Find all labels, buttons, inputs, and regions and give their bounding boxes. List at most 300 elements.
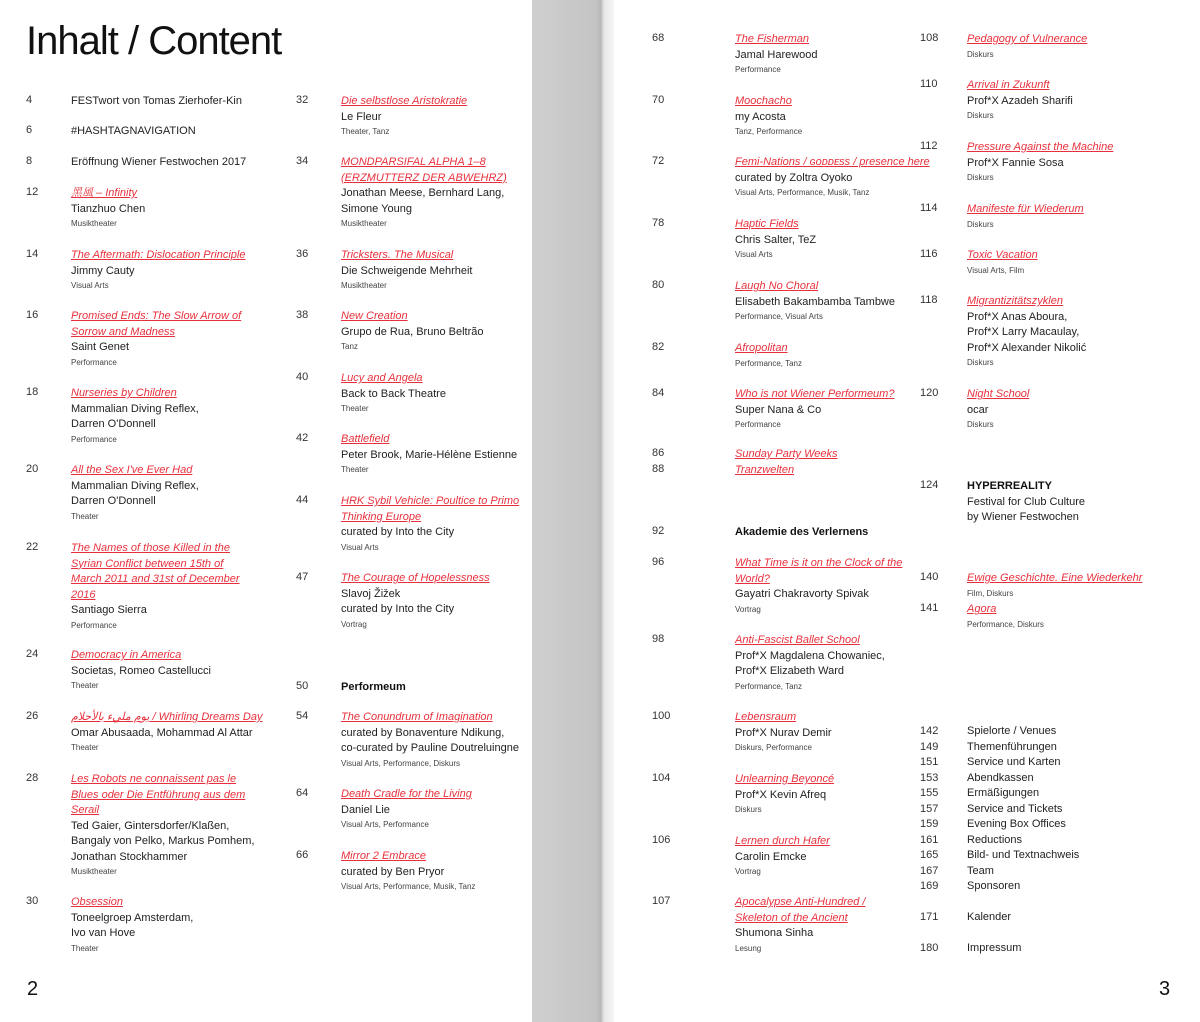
entry-credits-line: Bangaly von Pelko, Markus Pomhem, bbox=[71, 835, 255, 847]
entry-title bbox=[967, 294, 1086, 310]
entry-category: Diskurs, Performance bbox=[735, 743, 812, 752]
entry-body bbox=[735, 94, 802, 138]
appendix-label: Abendkassen bbox=[967, 771, 1034, 784]
entry-title bbox=[341, 432, 517, 448]
entry-title-line: Who is not Wiener Performeum? bbox=[735, 388, 895, 400]
entry-title bbox=[735, 710, 832, 726]
entry-body bbox=[967, 294, 1086, 369]
entry-body bbox=[341, 680, 406, 696]
entry-title bbox=[341, 571, 490, 587]
entry-credits bbox=[71, 664, 211, 680]
entry-credits-line: Elisabeth Bakambamba Tambwe bbox=[735, 295, 895, 308]
entry-credits bbox=[71, 202, 145, 218]
entry-credits-line: Back to Back Theatre bbox=[341, 387, 446, 400]
entry-category: Performance bbox=[735, 420, 781, 429]
appendix-entry bbox=[920, 880, 1180, 896]
entry-title bbox=[735, 447, 838, 463]
page-ref-number: 47 bbox=[296, 571, 309, 583]
entry-credits bbox=[341, 865, 475, 881]
entry-category: Tanz, Performance bbox=[735, 127, 803, 136]
entry-category: Visual Arts bbox=[735, 250, 773, 259]
section-heading bbox=[967, 479, 1085, 495]
entry-body bbox=[735, 341, 802, 370]
entry-category: Theater bbox=[71, 681, 99, 690]
entry-title-line: 黑風 – Infinity bbox=[71, 187, 138, 199]
page-ref-number: 32 bbox=[296, 94, 309, 106]
entry-body bbox=[967, 32, 1087, 61]
appendix-page-number: 165 bbox=[920, 849, 939, 861]
entry-title-line: Pedagogy of Vulnerance bbox=[967, 33, 1088, 45]
page-ref-number: 96 bbox=[652, 556, 665, 568]
entry-body bbox=[341, 94, 467, 138]
entry-title bbox=[967, 140, 1113, 156]
entry-body bbox=[735, 525, 868, 541]
page-ref-number: 12 bbox=[26, 186, 39, 198]
entry-credits bbox=[341, 264, 472, 280]
entry-title bbox=[735, 772, 834, 788]
entry-credits bbox=[341, 387, 446, 403]
entry-body bbox=[967, 571, 1142, 600]
entry-category: Musiktheater bbox=[341, 219, 387, 228]
appendix-entry bbox=[920, 849, 1180, 865]
entry-title bbox=[341, 710, 519, 726]
entry-title-line: All the Sex I've Ever Had bbox=[71, 464, 193, 476]
entry-category: Theater, Tanz bbox=[341, 127, 390, 136]
entry-credits-line: Prof*X Azadeh Sharifi bbox=[967, 94, 1073, 107]
page-ref-number: 30 bbox=[26, 895, 39, 907]
appendix-label: Ermäßigungen bbox=[967, 787, 1040, 799]
page-ref-number: 78 bbox=[652, 217, 665, 229]
entry-title-line: Serail bbox=[71, 804, 100, 816]
entry-credits bbox=[735, 649, 885, 680]
entry-title-line: Arrival in Zukunft bbox=[967, 79, 1050, 91]
entry-credits bbox=[71, 819, 254, 866]
entry-title-line: New Creation bbox=[341, 310, 408, 322]
entry-title-line: Agora bbox=[967, 603, 997, 615]
page-number-left: 2 bbox=[27, 978, 39, 1000]
entry-credits-line: Prof*X Kevin Afreq bbox=[735, 788, 827, 801]
entry-credits-line: Jonathan Stockhammer bbox=[71, 850, 188, 863]
entry-category: Visual Arts, Performance, Musik, Tanz bbox=[341, 882, 476, 891]
entry-title-line: Promised Ends: The Slow Arrow of bbox=[71, 310, 242, 322]
entry-credits bbox=[735, 233, 816, 249]
entry-category: Diskurs bbox=[967, 49, 994, 59]
entry-body bbox=[71, 386, 199, 446]
appendix-page-number: 167 bbox=[920, 864, 939, 877]
entry-credits-line: Jonathan Meese, Bernhard Lang, bbox=[341, 187, 505, 199]
appendix-label: Reductions bbox=[967, 833, 1023, 846]
section-heading-text: HYPERREALITY bbox=[967, 480, 1052, 492]
page-ref-number: 107 bbox=[652, 895, 671, 907]
appendix-label: Kalender bbox=[967, 911, 1012, 923]
appendix-entry bbox=[920, 834, 1180, 850]
entry-credits-line: #HASHTAGNAVIGATION bbox=[71, 125, 196, 137]
page-ref-number: 72 bbox=[652, 155, 665, 167]
entry-credits bbox=[71, 340, 241, 356]
entry-title bbox=[341, 94, 467, 110]
entry-title-line: Sunday Party Weeks bbox=[735, 448, 838, 460]
entry-category: Film, Diskurs bbox=[967, 588, 1014, 598]
entry-credits-line: ocar bbox=[967, 403, 989, 416]
entry-title-line: Obsession bbox=[71, 896, 123, 908]
entry-title bbox=[71, 710, 262, 726]
entry-credits-line: my Acosta bbox=[735, 110, 786, 123]
entry-category: Visual Arts, Performance bbox=[341, 820, 429, 829]
appendix-entry bbox=[920, 911, 1180, 927]
entry-category: Theater bbox=[71, 743, 99, 752]
page-ref-number: 82 bbox=[652, 341, 665, 353]
entry-credits-line: co-curated by Pauline Doutreluingne bbox=[341, 742, 519, 754]
entry-title-line: Nurseries by Children bbox=[71, 387, 177, 399]
entry-category: Visual Arts bbox=[71, 281, 109, 290]
entry-credits bbox=[71, 603, 240, 619]
entry-credits-line: Slavoj Žižek bbox=[341, 587, 401, 600]
entry-title-line: Democracy in America bbox=[71, 649, 182, 661]
entry-body bbox=[341, 571, 490, 631]
entry-category: Theater bbox=[341, 465, 369, 474]
entry-credits bbox=[341, 448, 517, 464]
entry-body bbox=[735, 279, 895, 323]
page-title: Inhalt / Content bbox=[26, 19, 282, 63]
entry-credits bbox=[735, 788, 834, 804]
entry-body bbox=[735, 895, 865, 955]
entry-category: Diskurs bbox=[967, 358, 994, 367]
entry-title bbox=[967, 32, 1087, 48]
entry-credits-line: Prof*X Elizabeth Ward bbox=[735, 665, 845, 677]
entry-title-line: Moochacho bbox=[735, 95, 792, 107]
entry-title bbox=[735, 94, 802, 110]
entry-body bbox=[341, 432, 517, 476]
entry-title bbox=[341, 494, 519, 525]
entry-credits-line: Daniel Lie bbox=[341, 803, 390, 816]
entry-body bbox=[967, 248, 1038, 277]
entry-category: Performance bbox=[71, 434, 117, 444]
entry-body bbox=[735, 772, 834, 816]
entry-body bbox=[341, 371, 446, 415]
appendix-label: Bild- und Textnachweis bbox=[967, 849, 1080, 861]
entry-credits-line: Toneelgroep Amsterdam, bbox=[71, 911, 194, 924]
entry-credits bbox=[735, 587, 902, 603]
entry-title bbox=[71, 895, 193, 911]
entry-title bbox=[735, 387, 894, 403]
page-ref-number: 106 bbox=[652, 834, 671, 846]
appendix-entry bbox=[920, 741, 1180, 757]
entry-body bbox=[967, 78, 1073, 122]
appendix-page-number: 180 bbox=[920, 942, 939, 954]
page-ref-number: 36 bbox=[296, 248, 309, 260]
page-ref-number: 34 bbox=[296, 155, 309, 167]
entry-title bbox=[71, 648, 211, 664]
entry-credits bbox=[735, 403, 894, 419]
entry-body bbox=[341, 155, 507, 230]
entry-credits bbox=[735, 171, 930, 187]
entry-credits-line: curated by Into the City bbox=[341, 603, 455, 615]
entry-title-line: The Fisherman bbox=[735, 33, 809, 45]
entry-title-line: Ewige Geschichte. Eine Wiederkehr bbox=[967, 572, 1143, 584]
entry-body bbox=[735, 217, 816, 261]
entry-credits-line: Chris Salter, TeZ bbox=[735, 233, 817, 246]
appendix-page-number: 169 bbox=[920, 880, 939, 892]
appendix-entry bbox=[920, 772, 1180, 788]
page-ref-number: 16 bbox=[26, 309, 39, 321]
entry-credits bbox=[341, 726, 519, 757]
appendix-label: Themenführungen bbox=[967, 740, 1057, 753]
entry-credits bbox=[71, 911, 193, 942]
entry-credits-line: Saint Genet bbox=[71, 341, 130, 353]
page-ref-number: 88 bbox=[652, 463, 665, 475]
entry-body bbox=[71, 309, 241, 369]
page-ref-number: 108 bbox=[920, 32, 939, 44]
entry-title-line: Manifeste für Wiederum bbox=[967, 203, 1084, 215]
entry-category: Performance, Visual Arts bbox=[735, 312, 823, 321]
entry-credits-line: Shumona Sinha bbox=[735, 927, 814, 939]
entry-credits bbox=[735, 48, 818, 64]
entry-body bbox=[341, 309, 483, 353]
entry-category: Diskurs bbox=[967, 219, 994, 229]
page-ref-number: 38 bbox=[296, 309, 309, 321]
entry-credits-line: Tianzhuo Chen bbox=[71, 202, 146, 215]
entry-credits bbox=[967, 403, 1029, 419]
entry-category: Diskurs bbox=[967, 111, 994, 120]
appendix-page-number: 153 bbox=[920, 771, 939, 784]
page-ref-number: 70 bbox=[652, 94, 665, 106]
entry-title bbox=[71, 309, 241, 340]
entry-credits bbox=[967, 495, 1085, 526]
entry-title-line: Lebensraum bbox=[735, 711, 797, 723]
entry-category: Vortrag bbox=[341, 619, 367, 629]
entry-body bbox=[71, 772, 254, 878]
entry-credits-line: curated by Ben Pryor bbox=[341, 865, 445, 878]
entry-credits-line: Societas, Romeo Castellucci bbox=[71, 664, 212, 677]
entry-title-line: Mirror 2 Embrace bbox=[341, 850, 426, 862]
entry-credits-line: Mammalian Diving Reflex, bbox=[71, 479, 199, 492]
page-ref-number: 112 bbox=[920, 140, 938, 152]
appendix-label: Impressum bbox=[967, 942, 1022, 954]
page-ref-number: 18 bbox=[26, 386, 39, 398]
appendix-label: Service und Karten bbox=[967, 756, 1061, 768]
entry-title bbox=[967, 602, 1044, 618]
entry-category: Visual Arts bbox=[341, 542, 379, 552]
entry-credits-line: Prof*X Anas Aboura, bbox=[967, 310, 1068, 323]
entry-body bbox=[71, 895, 193, 955]
entry-title-line: Haptic Fields bbox=[735, 218, 799, 230]
entry-title-line: Thinking Europe bbox=[341, 510, 422, 523]
page-ref-number: 86 bbox=[652, 447, 665, 459]
entry-credits bbox=[735, 295, 895, 311]
page-ref-number: 116 bbox=[920, 248, 938, 260]
entry-title bbox=[735, 633, 885, 649]
page-ref-number: 120 bbox=[920, 387, 939, 399]
appendix-label: Sponsoren bbox=[967, 880, 1021, 892]
entry-category: Vortrag bbox=[735, 867, 761, 876]
entry-credits bbox=[341, 803, 472, 819]
page-number-right: 3 bbox=[1159, 978, 1171, 1000]
entry-body bbox=[735, 556, 902, 616]
entry-credits bbox=[341, 186, 507, 217]
entry-title-line: The Courage of Hopelessness bbox=[341, 572, 490, 584]
entry-body bbox=[735, 32, 818, 76]
entry-title-line: Pressure Against the Machine bbox=[967, 141, 1114, 153]
entry-title-line: Tranzwelten bbox=[735, 464, 795, 476]
entry-credits-line: Festival for Club Culture bbox=[967, 495, 1085, 508]
entry-title bbox=[71, 386, 199, 402]
entry-credits bbox=[71, 264, 245, 280]
entry-credits-line: Prof*X Nurav Demir bbox=[735, 726, 832, 739]
appendix-label: Evening Box Offices bbox=[967, 818, 1066, 830]
entry-category: Theater bbox=[341, 404, 369, 413]
entry-credits-line: Simone Young bbox=[341, 202, 412, 215]
entry-title bbox=[967, 571, 1142, 587]
entry-credits-line: Ivo van Hove bbox=[71, 927, 136, 939]
page-ref-number: 42 bbox=[296, 432, 309, 444]
entry-title bbox=[71, 772, 254, 819]
page-ref-number: 64 bbox=[296, 787, 309, 799]
entry-title-line: World? bbox=[735, 572, 770, 585]
entry-title bbox=[735, 341, 802, 357]
page-ref-number: 4 bbox=[26, 94, 33, 106]
entry-body bbox=[735, 633, 885, 693]
page-ref-number: 110 bbox=[920, 78, 938, 90]
entry-body bbox=[341, 849, 475, 893]
appendix-page-number: 171 bbox=[920, 911, 939, 923]
entry-title bbox=[71, 463, 199, 479]
entry-credits bbox=[341, 110, 467, 126]
entry-credits bbox=[735, 850, 830, 866]
entry-credits-line: Gayatri Chakravorty Spivak bbox=[735, 588, 869, 600]
appendix-page-number: 151 bbox=[920, 756, 939, 768]
entry-body bbox=[341, 787, 472, 831]
entry-body bbox=[71, 710, 262, 754]
entry-title-line: Syrian Conflict between 15th of bbox=[71, 557, 224, 570]
entry-credits-line: Darren O'Donnell bbox=[71, 418, 156, 430]
entry-credits bbox=[71, 726, 262, 742]
section-heading bbox=[341, 680, 406, 696]
entry-credits bbox=[735, 726, 832, 742]
appendix-entry bbox=[920, 803, 1180, 819]
page-ref-number: 20 bbox=[26, 463, 39, 475]
entry-body bbox=[341, 248, 472, 292]
entry-title-line: The Aftermath: Dislocation Principle bbox=[71, 249, 246, 261]
entry-credits bbox=[71, 94, 242, 110]
entry-title-line: Blues oder Die Entführung aus dem bbox=[71, 788, 246, 801]
page-ref-number: 24 bbox=[26, 648, 39, 660]
entry-body bbox=[967, 602, 1044, 631]
entry-category: Diskurs bbox=[735, 805, 762, 814]
entry-title-line: The Conundrum of Imagination bbox=[341, 711, 493, 723]
entry-title-line: Apocalypse Anti-Hundred / bbox=[735, 896, 866, 908]
entry-credits bbox=[341, 587, 490, 618]
entry-body bbox=[71, 94, 242, 110]
entry-body bbox=[341, 494, 519, 554]
page-ref-number: 98 bbox=[652, 633, 665, 645]
entry-credits-line: Carolin Emcke bbox=[735, 850, 807, 863]
entry-title bbox=[967, 202, 1084, 218]
entry-category: Visual Arts, Performance, Diskurs bbox=[341, 758, 461, 768]
page-ref-number: 22 bbox=[26, 541, 39, 553]
page-ref-number: 141 bbox=[920, 602, 939, 614]
entry-title-line: Afropolitan bbox=[735, 342, 788, 354]
page-ref-number: 66 bbox=[296, 849, 309, 861]
entry-category: Diskurs bbox=[967, 420, 994, 429]
appendix-page-number: 157 bbox=[920, 802, 939, 815]
page-ref-number: 44 bbox=[296, 494, 309, 506]
entry-category: Vortrag bbox=[735, 604, 761, 614]
page-ref-number: 84 bbox=[652, 387, 665, 399]
entry-title-line: What Time is it on the Clock of the bbox=[735, 557, 903, 569]
entry-credits-line: Super Nana & Co bbox=[735, 403, 822, 416]
entry-body bbox=[71, 155, 246, 171]
entry-credits-line: Prof*X Alexander Nikolić bbox=[967, 341, 1087, 354]
entry-body bbox=[71, 463, 199, 523]
entry-credits-line: Jimmy Cauty bbox=[71, 264, 135, 277]
entry-credits-line: Mammalian Diving Reflex, bbox=[71, 402, 199, 415]
entry-credits bbox=[71, 402, 199, 433]
entry-title-line: Toxic Vacation bbox=[967, 249, 1038, 261]
entry-title-line: Skeleton of the Ancient bbox=[735, 911, 848, 924]
entry-title bbox=[735, 155, 930, 171]
entry-credits-line: Prof*X Larry Macaulay, bbox=[967, 326, 1080, 338]
entry-category: Theater bbox=[71, 511, 99, 521]
entry-category: Theater bbox=[71, 943, 99, 953]
toc-appendix-list bbox=[920, 725, 1180, 965]
entry-credits-line: Omar Abusaada, Mohammad Al Attar bbox=[71, 726, 253, 739]
entry-title bbox=[735, 217, 816, 233]
entry-title bbox=[341, 309, 483, 325]
entry-body bbox=[967, 479, 1085, 526]
entry-title-line: Battlefield bbox=[341, 433, 390, 445]
entry-title bbox=[341, 849, 475, 865]
entry-body bbox=[71, 124, 196, 140]
entry-title bbox=[735, 834, 830, 850]
appendix-page-number: 155 bbox=[920, 787, 939, 799]
entry-title bbox=[735, 895, 865, 926]
entry-credits bbox=[735, 110, 802, 126]
entry-title-line: Sorrow and Madness bbox=[71, 325, 175, 338]
entry-category: Lesung bbox=[735, 943, 762, 953]
entry-body bbox=[735, 387, 894, 431]
page-ref-number: 140 bbox=[920, 571, 939, 583]
entry-category: Musiktheater bbox=[71, 867, 117, 876]
entry-body bbox=[71, 541, 240, 632]
entry-body bbox=[735, 834, 830, 878]
entry-credits-line: Jamal Harewood bbox=[735, 48, 818, 61]
entry-title bbox=[735, 463, 794, 479]
entry-title-line: Laugh No Choral bbox=[735, 280, 819, 292]
page-ref-number: 118 bbox=[920, 294, 938, 306]
page-ref-number: 8 bbox=[26, 155, 33, 167]
page-ref-number: 68 bbox=[652, 32, 665, 44]
entry-body bbox=[71, 248, 245, 292]
appendix-entry bbox=[920, 756, 1180, 772]
entry-credits-line: curated by Zoltra Oyoko bbox=[735, 171, 853, 184]
entry-category: Performance, Tanz bbox=[735, 358, 802, 368]
section-heading-text: Akademie des Verlernens bbox=[735, 526, 869, 538]
entry-credits bbox=[71, 479, 199, 510]
appendix-entry bbox=[920, 942, 1180, 958]
page-ref-number: 50 bbox=[296, 680, 309, 692]
page-ref-number: 6 bbox=[26, 124, 33, 136]
entry-title-line: The Names of those Killed in the bbox=[71, 542, 230, 554]
entry-credits-line: Eröffnung Wiener Festwochen 2017 bbox=[71, 156, 247, 168]
entry-title-line: Migrantizitätszyklen bbox=[967, 295, 1063, 307]
entry-body bbox=[735, 463, 794, 479]
entry-body bbox=[71, 186, 145, 230]
entry-title bbox=[735, 556, 902, 587]
page-ref-number: 100 bbox=[652, 710, 671, 722]
page-ref-number: 26 bbox=[26, 710, 39, 722]
entry-title bbox=[967, 248, 1038, 264]
entry-category: Performance bbox=[71, 357, 117, 367]
